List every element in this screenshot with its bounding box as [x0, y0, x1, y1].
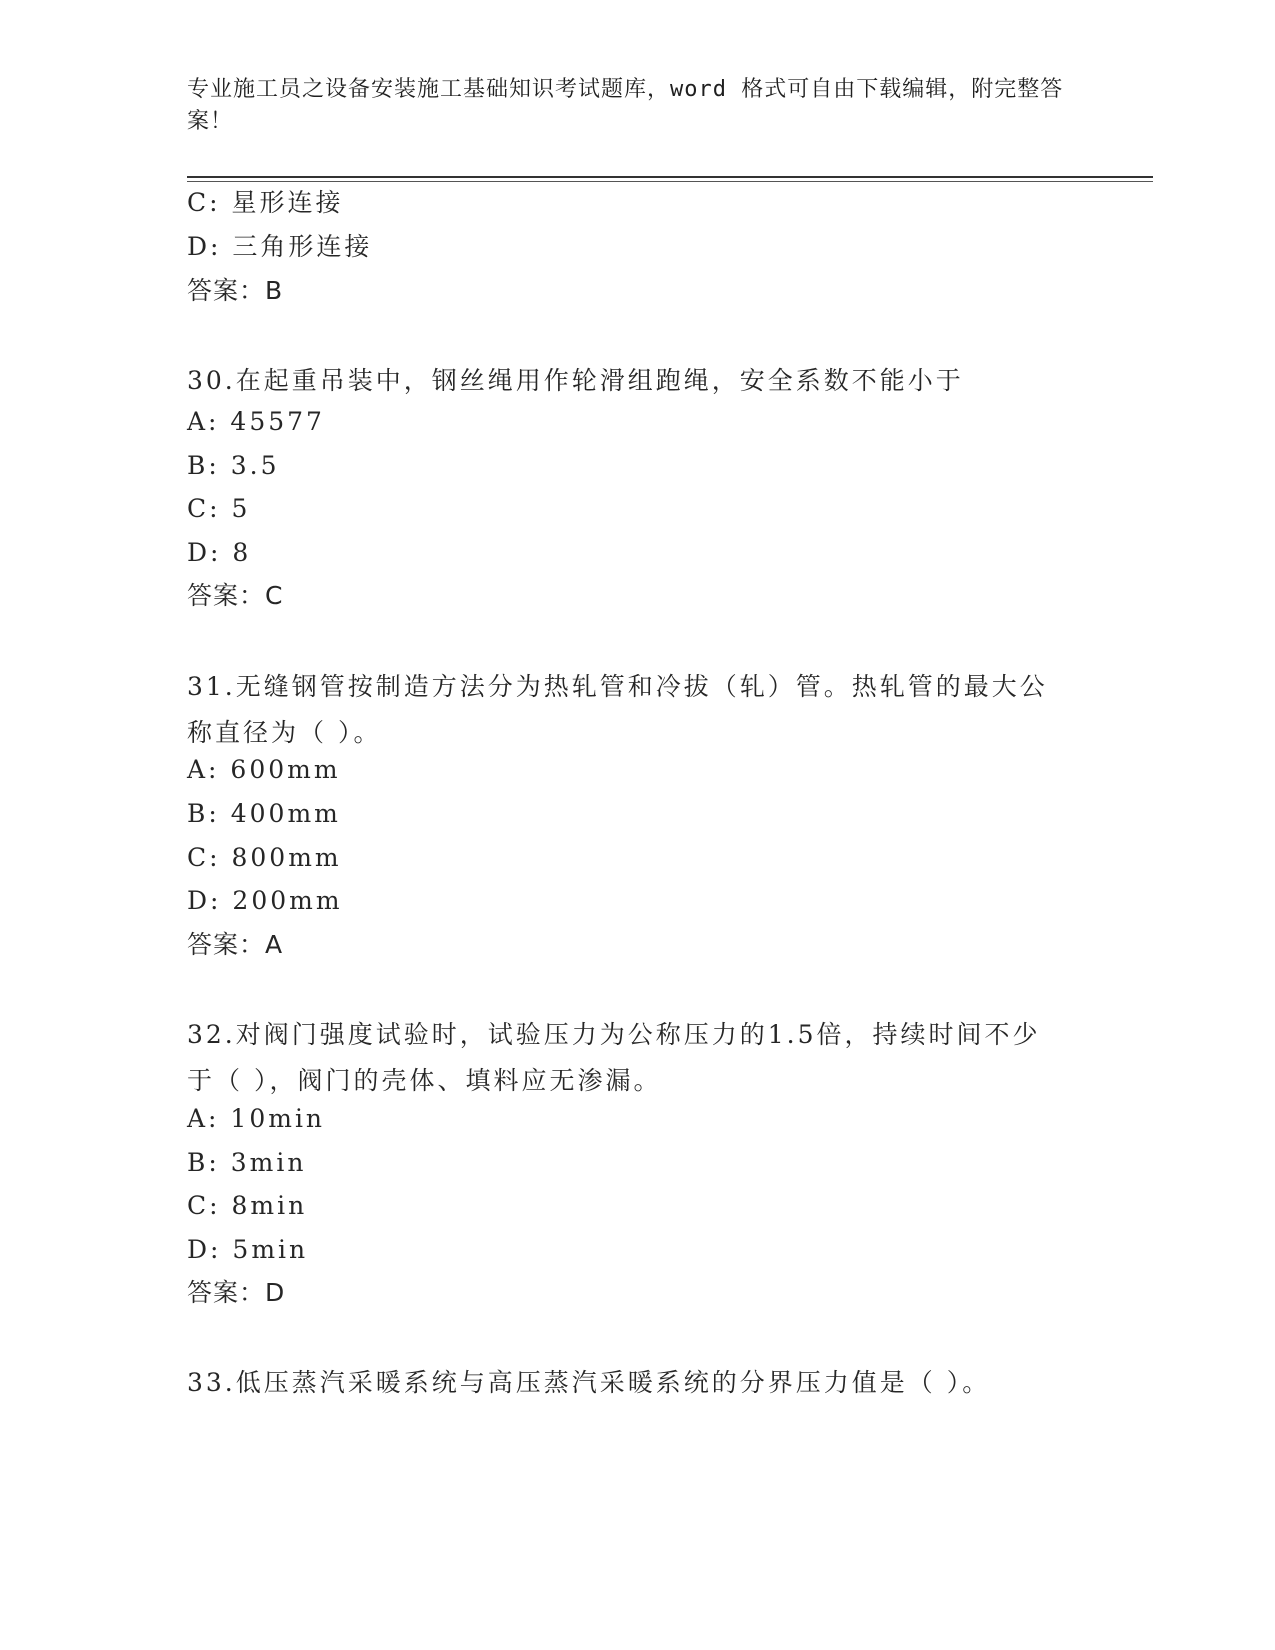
- question-33-stem: 33.低压蒸汽采暖系统与高压蒸汽采暖系统的分界压力值是（ ）。: [187, 1368, 991, 1397]
- option-a: A: 600mm: [187, 755, 341, 784]
- option-d: D: 8: [187, 538, 252, 567]
- option-a: A: 45577: [187, 407, 325, 436]
- header-divider-thin: [187, 181, 1153, 182]
- option-b: B: 3min: [187, 1148, 307, 1177]
- option-d: D: 5min: [187, 1235, 309, 1264]
- answer-line: 答案：B: [187, 276, 284, 305]
- option-c: C: 8min: [187, 1191, 308, 1220]
- option-b: B: 400mm: [187, 799, 341, 828]
- option-d: D: 三角形连接: [187, 232, 373, 261]
- option-c: C: 800mm: [187, 843, 342, 872]
- header-divider: [187, 176, 1153, 178]
- page-header: 专业施工员之设备安装施工基础知识考试题库，word 格式可自由下载编辑，附完整答案！: [187, 77, 1064, 134]
- question-31-stem: 31.无缝钢管按制造方法分为热轧管和冷拔（轧）管。热轧管的最大公称直径为（ ）。: [187, 672, 1048, 747]
- answer-line: 答案：C: [187, 581, 284, 610]
- option-c: C: 星形连接: [187, 188, 344, 217]
- option-b: B: 3.5: [187, 451, 280, 480]
- answer-line: 答案：A: [187, 930, 284, 959]
- question-30-stem: 30.在起重吊装中，钢丝绳用作轮滑组跑绳，安全系数不能小于: [187, 366, 964, 395]
- option-d: D: 200mm: [187, 886, 343, 915]
- option-a: A: 10min: [187, 1104, 326, 1133]
- option-c: C: 5: [187, 494, 251, 523]
- answer-line: 答案：D: [187, 1278, 286, 1307]
- question-32-stem: 32.对阀门强度试验时，试验压力为公称压力的1.5倍，持续时间不少于（ ），阀门的壳体、填料应无渗漏。: [187, 1020, 1041, 1095]
